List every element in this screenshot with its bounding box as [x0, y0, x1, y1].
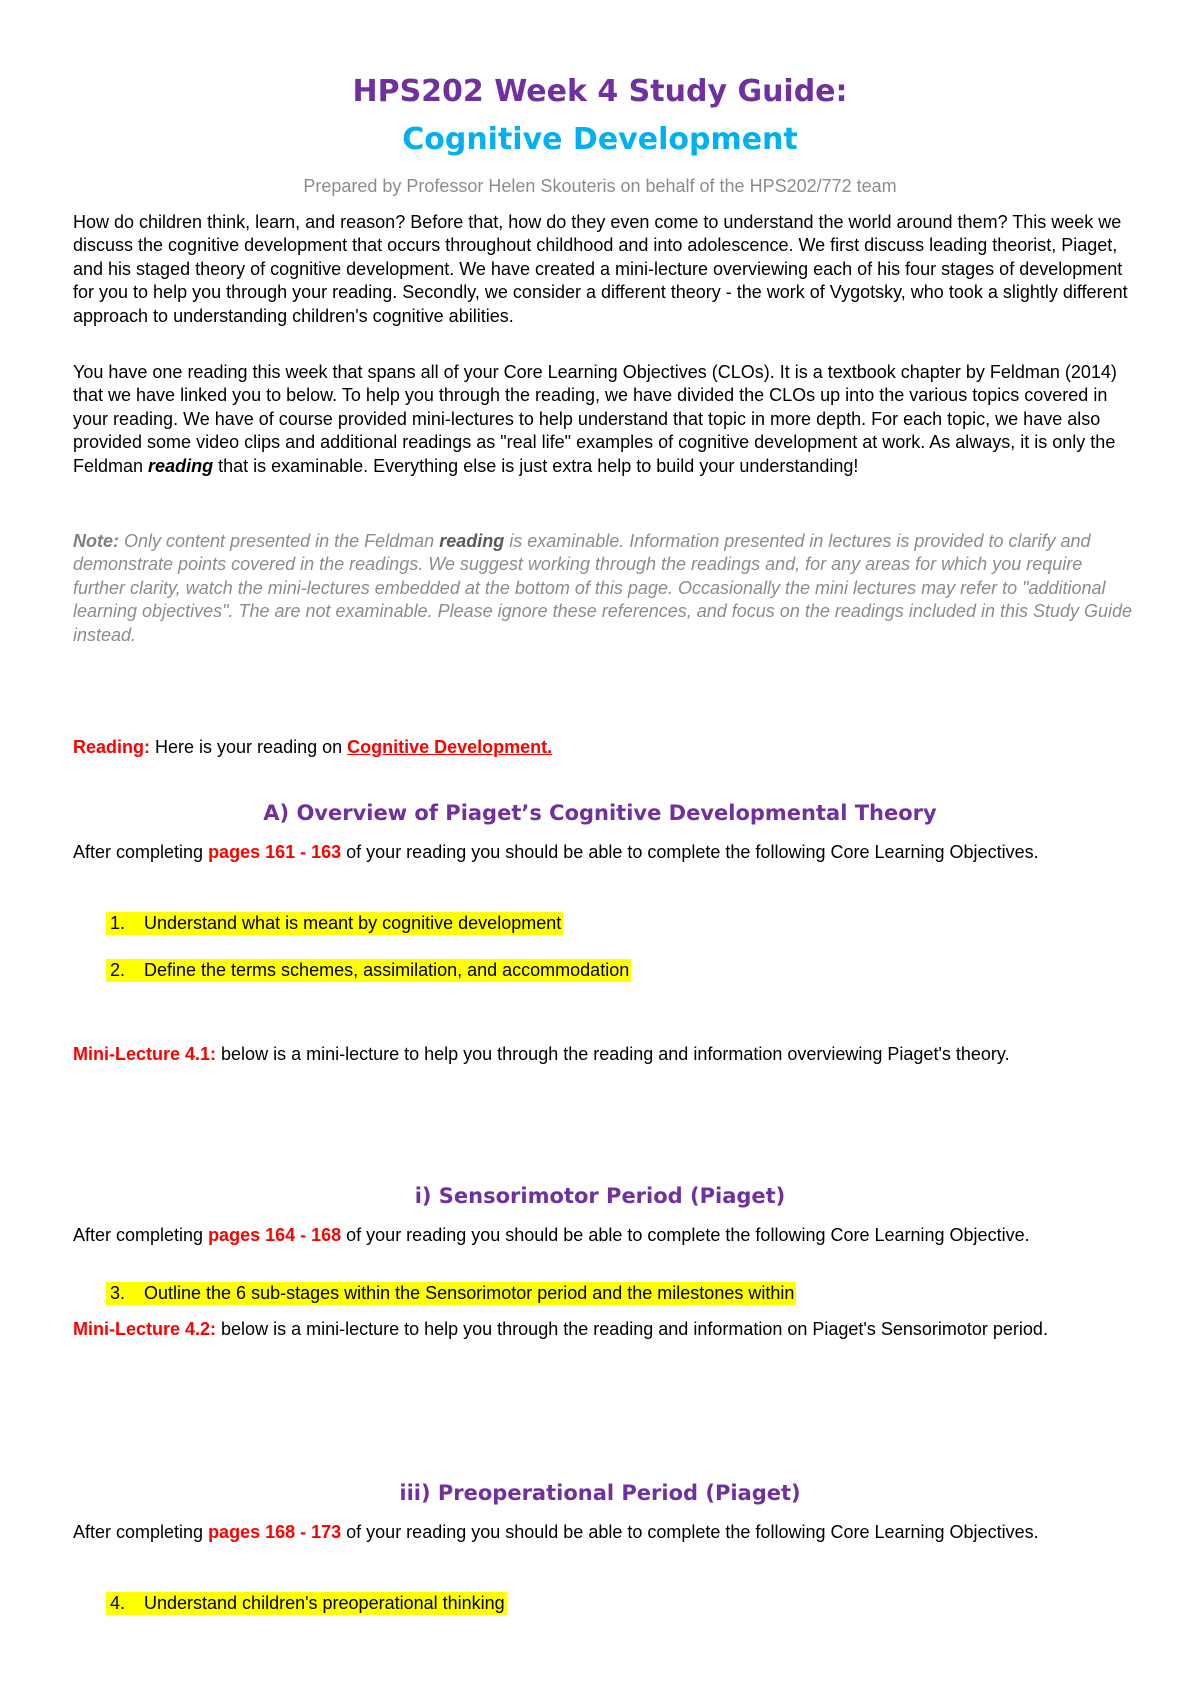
section-sensorimotor-pages: pages 164 - 168 [208, 1225, 342, 1245]
objective-4-text: Understand children's preoperational thinking [144, 1593, 505, 1613]
objective-1 [106, 912, 563, 935]
intro-p2-text-a: You have one reading this week that spans all of your Core Learning Objectives (CLOs). It is a textbook chapter by Feldman (2014) that we have linked you to below. To help you through the reading, we have divided the CLOs up into the various topics covered in your reading. We have of course provided mini-lectures to help understand that topic in more depth. For each topic, we have also provided some video clips and additional readings as "real life" examples of cognitive development at work. As always, it is only the Feldman [73, 362, 1117, 476]
note-paragraph [73, 530, 1133, 647]
section-a-intro [73, 841, 1133, 864]
intro-paragraph-1: How do children think, learn, and reason? Before that, how do they even come to understand the world around them? This week we discuss the cognitive development that occurs throughout childhood and into adolescence. We first discuss leading theorist, Piaget, and his staged theory of cognitive development. We have created a mini-lecture overviewing each of his four stages of development for you to help you through your reading. Secondly, we consider a different theory - the work of Vygotsky, who took a slightly different approach to understanding children's cognitive abilities. [73, 212, 1128, 326]
section-preoperational-intro [73, 1521, 1133, 1544]
section-sensorimotor-intro [73, 1224, 1133, 1247]
objective-3-num: 3. [110, 1283, 126, 1303]
intro-p2-bold: reading [148, 455, 214, 476]
reading-line [73, 736, 1133, 759]
objective-2-num: 2. [110, 960, 126, 980]
section-a-post: of your reading you should be able to complete the following Core Learning Objectives. [341, 842, 1039, 862]
objective-3-text: Outline the 6 sub-stages within the Sensorimotor period and the milestones within [144, 1283, 795, 1303]
objective-3 [106, 1282, 796, 1305]
page-subtitle: Cognitive Development [402, 122, 798, 157]
section-preoperational-pre: After completing [73, 1522, 209, 1542]
prepared-by: Prepared by Professor Helen Skouteris on behalf of the HPS202/772 team [303, 176, 897, 196]
note-text-a: Only content presented in the Feldman [119, 531, 440, 551]
objective-4-num: 4. [110, 1593, 126, 1613]
section-sensorimotor-post: of your reading you should be able to complete the following Core Learning Objective. [341, 1225, 1030, 1245]
section-a-pre: After completing [73, 842, 209, 862]
reading-text: Here is your reading on [150, 737, 348, 757]
reading-link[interactable]: Cognitive Development. [347, 737, 553, 757]
section-preoperational-post: of your reading you should be able to complete the following Core Learning Objectives. [341, 1522, 1039, 1542]
section-sensorimotor-pre: After completing [73, 1225, 209, 1245]
objective-4 [106, 1592, 507, 1615]
objective-2 [106, 959, 631, 982]
reading-label: Reading: [73, 737, 151, 757]
mini-lecture-4-1-label: Mini-Lecture 4.1: [73, 1044, 217, 1064]
section-title-preoperational: iii) Preoperational Period (Piaget) [399, 1481, 801, 1505]
mini-lecture-4-2 [73, 1318, 1133, 1341]
mini-lecture-4-1-text: below is a mini-lecture to help you through the reading and information overviewing Piaget's theory. [216, 1044, 1010, 1064]
objective-2-text: Define the terms schemes, assimilation, and accommodation [144, 960, 630, 980]
mini-lecture-4-2-label: Mini-Lecture 4.2: [73, 1319, 217, 1339]
note-bold: reading [439, 531, 505, 551]
intro-paragraph-2 [73, 361, 1133, 478]
mini-lecture-4-1 [73, 1043, 1133, 1066]
section-title-a: A) Overview of Piaget’s Cognitive Developmental Theory [263, 801, 937, 825]
objective-1-text: Understand what is meant by cognitive development [144, 913, 562, 933]
section-a-pages: pages 161 - 163 [208, 842, 342, 862]
objective-1-num: 1. [110, 913, 126, 933]
note-label: Note: [73, 531, 119, 551]
intro-p2-text-b: that is examinable. Everything else is just extra help to build your understanding! [213, 455, 859, 476]
section-preoperational-pages: pages 168 - 173 [208, 1522, 342, 1542]
section-title-sensorimotor: i) Sensorimotor Period (Piaget) [414, 1184, 786, 1208]
page-title: HPS202 Week 4 Study Guide: [352, 74, 848, 109]
note-text-b: is examinable. Information presented in lectures is provided to clarify and demonstrate points covered in the readings. We suggest working through the readings and, for any areas for which you require further clarity, watch the mini-lectures embedded at the bottom of this page. Occasionally the mini lectures may refer to "additional learning objectives". The are not examinable. Please ignore these references, and focus on the readings included in this Study Guide instead. [73, 531, 1133, 645]
mini-lecture-4-2-text: below is a mini-lecture to help you through the reading and information on Piaget's Sensorimotor period. [216, 1319, 1048, 1339]
